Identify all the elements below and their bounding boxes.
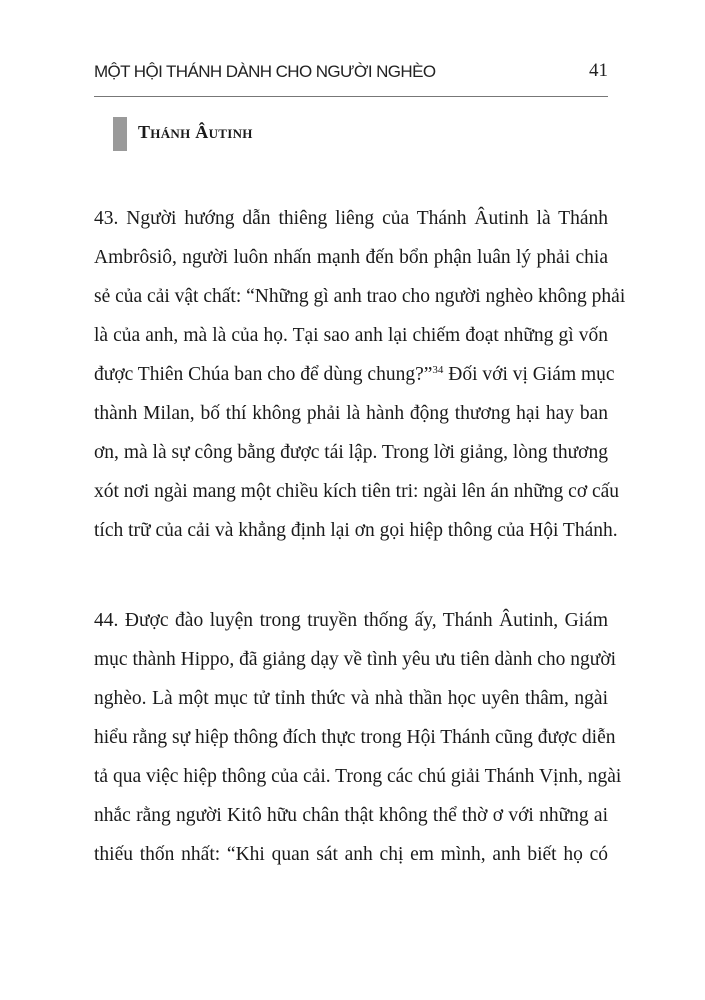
- text-line: tả qua việc hiệp thông của cải. Trong các chú giải Thánh Vịnh, ngài: [94, 766, 622, 787]
- text-line: 43. Người hướng dẫn thiêng liêng của Thánh Âutinh là Thánh: [94, 208, 608, 229]
- text-line: tích trữ của cải và khẳng định lại ơn gọi hiệp thông của Hội Thánh.: [94, 520, 618, 541]
- text-line: thiếu thốn nhất: “Khi quan sát anh chị em mình, anh biết họ có: [94, 844, 608, 865]
- footnote-ref: 34: [432, 364, 444, 376]
- text-line: thành Milan, bố thí không phải là hành động thương hại hay ban: [94, 403, 608, 424]
- text-line: ơn, mà là sự công bằng được tái lập. Trong lời giảng, lòng thương: [94, 442, 608, 463]
- running-head: [94, 60, 608, 88]
- text-line: Ambrôsiô, người luôn nhấn mạnh đến bổn phận luân lý phải chia: [94, 247, 608, 268]
- text-segment: được Thiên Chúa ban cho để dùng chung?”: [94, 364, 433, 385]
- text-line: mục thành Hippo, đã giảng dạy về tình yêu ưu tiên dành cho người: [94, 649, 617, 670]
- paragraph-43: [94, 199, 626, 550]
- text-segment: Đối với vị Giám mục: [443, 364, 615, 385]
- header-rule: [94, 96, 608, 97]
- text-line: hiểu rằng sự hiệp thông đích thực trong Hội Thánh cũng được diễn: [94, 727, 616, 748]
- text-line: nghèo. Là một mục tử tỉnh thức và nhà thần học uyên thâm, ngài: [94, 688, 608, 709]
- text-line: là của anh, mà là của họ. Tại sao anh lại chiếm đoạt những gì vốn: [94, 325, 608, 346]
- text-line: [94, 355, 615, 394]
- running-head-title: MỘT HỘI THÁNH DÀNH CHO NGƯỜI NGHÈO: [94, 62, 436, 81]
- text-line: 44. Được đào luyện trong truyền thống ấy, Thánh Âutinh, Giám: [94, 610, 608, 631]
- text-line: xót nơi ngài mang một chiều kích tiên tri: ngài lên án những cơ cấu: [94, 481, 620, 502]
- text-line: sẻ của cải vật chất: “Những gì anh trao cho người nghèo không phải: [94, 286, 626, 307]
- heading-marker-bar: [113, 117, 127, 151]
- paragraph-44: [94, 601, 622, 874]
- section-heading: Thánh Âutinh: [138, 122, 253, 142]
- text-line: nhắc rằng người Kitô hữu chân thật không thể thờ ơ với những ai: [94, 805, 608, 826]
- page-number: 41: [589, 60, 608, 81]
